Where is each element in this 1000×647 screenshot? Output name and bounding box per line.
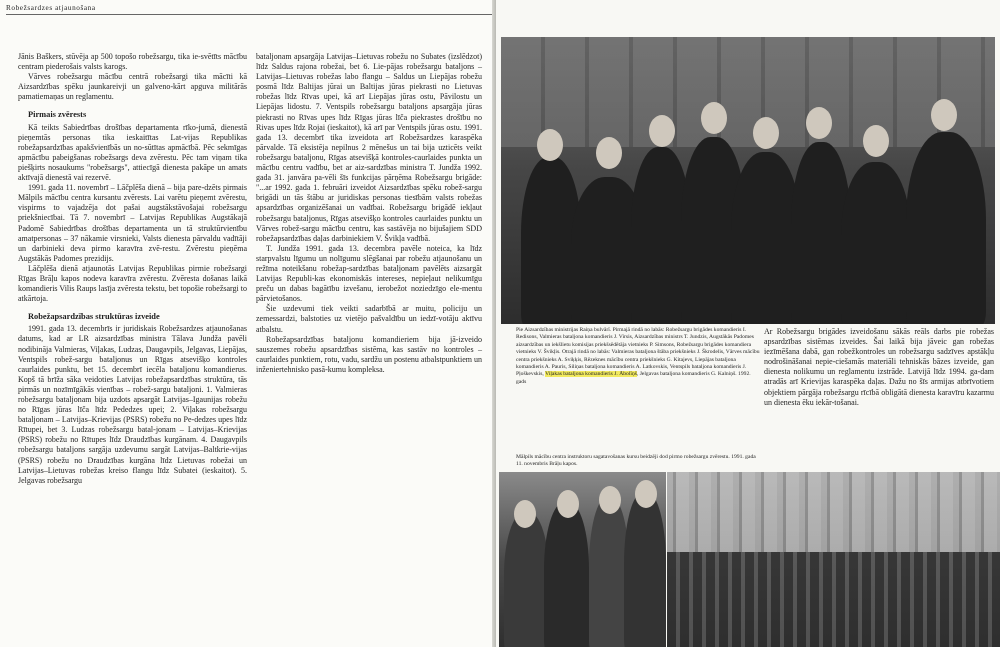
paragraph: T. Jundža 1991. gada 13. decembra pavēle noteica, ka līdz starpvalstu līgumu un nolīgumu slēgšanai par robežu atjaunošanu un režīma noteikšanu robežap-sardzības bataljonam pavēlēts aizsargāt Latvijas Republi-kas ekonomiskās intereses, nepieļaut nelikumīgu preču un dabas bagātību izvešanu, ierobežot noziedzīgo ele-mentu pārvietošanos. xyxy=(256,243,482,304)
trees-background xyxy=(667,472,1000,552)
face xyxy=(863,125,889,157)
face xyxy=(557,490,579,518)
header-rule xyxy=(6,14,492,15)
face xyxy=(649,115,675,147)
building-facade xyxy=(501,37,995,147)
rows-of-soldiers xyxy=(667,552,1000,647)
text-column-2 xyxy=(256,52,482,375)
paragraph: 1991. gada 13. decembrīs ir juridiskais Robežsardzes atjaunošanas datums, kad ar LR aizsardzības ministra Tālava Jundža pavēli nodibināja Valmieras, Viļakas, Ludzas, Daugavpils, Jelgavas, Liepājas, Ventspils robež-sargu bataljonus un Rīgas atsevišķo kontroles caurlaides punktu, bet 15. decembrī iecēla bataljonu komandierus. Kopš tā brīža sāka veidoties Latvijas robežapsardzības struktūra, tās pirmās un nozīmīgākās vienības – robež-sargu bataljoni. 1. Valmieras robežsargu bataljonam bija uzdots apsargāt Latvijas–Igaunijas robežu no Rīgas jūras līča līdz Pededzes upei; 2. Viļakas robežsargu bataljonam – Latvijas–Krievijas (PSRS) robežu no Pe-dedzes upes līdz Rītupei, bet 3. Ludzas robežsargu batal-jonam – Latvijas–Krievijas (PSRS) robežu no Rītupes līdz Draudzības kurgānam. 4. Daugavpils robežsargu bataljons sargāja uzdevumu sargāt Latvijas–Baltkrie-vijas (PSRS) robežu no Draudzības kurgāna līdz Lietuvas robežai un Latvijas–Lietuvas robežas kreiso flangu līdz Subatei (ieskaitot). 5. Jelgavas robežsargu xyxy=(18,324,247,485)
paragraph: Robežapsardzības bataljonu komandieriem bija jā-izveido sauszemes robežu apsardzības sistēma, kas sastāv no kontroles – caurlaides punktiem, rotu, vadu, sardžu un postenu atbalstpunktiem un inženiertehnisko pasā-kumu kompleksa. xyxy=(256,334,482,374)
caption-text: Pie Aizsardzības ministrijas Raiņa bulvārī. Pirmajā rindā no labās: Robežsargu brigādes komandieris I. Redisons, Valmieras bataljona komandieris J. Virsis, Aizsardzības ministrs T. Jundzis, Augstākās Padomes aizsardzības un iekšlietu komisijas priekšsēdētāja vietnieks P. Simsons, Robežsargu brigādes komandiera vietnieks V. Švikļis. Otrajā rindā no labās: Valmieras bataljona štāba priekšnieks J. Škrodelis, Vārves mācību centra priekšnieks A. Sviķķis, Rēzeknes mācību centra priekšnieks G. Kitajevs, Liepājas bataljona komandieris A. Pauris, Siliņas bataljona komandieris A. Latkovskis, Ventspils bataljona komandieris J. Pļoškevskis, xyxy=(516,327,760,378)
soldiers-closeup-photo xyxy=(499,472,666,647)
face xyxy=(931,99,957,131)
paragraph: bataljonam apsargāja Latvijas–Lietuvas robežu no Subates (izslēdzot) līdz Saldus rajona robežai, bet 6. Lie-pājas robežsargu bataljons – Latvijas–Lietuvas robežas labo flangu – Saldus un Liepājas robežu posmā līdz Baltijas jūrai un Baltijas jūras piekrasti no Lietuvas robežas līdz Rīvas upei, kā arī Liepājas jūras ostu, Pāvilostu un Liepājas lidostu. 7. Ventspils robežsargu bataljons apsargāja jūras piekrasti no Rīvas upes līdz Rīgas jūras līča piekrastes drošību no Rivas upes līdz Rojai (ieskaitot), kā arī par Ventspils jūras ostu. 1991. gada 13. decembrī tika izveidota arī Robežsardzes karaspēka pārvalde. Tā eksistēja nepilnus 2 mēnešus un tai bija uzticēts veikt robežsargu bataljonu, Rīgas atsevišķā kontroles-caurlaides punkta un mācību centru vadību, bet ar aiz-sardzības ministra T. Jundža 1992. gada 31. janvāra pa-vēli šīs funkcijas pārņēma Robežsargu brigāde: "...ar 1992. gada 1. februāri izveidot Aizsardzības spēku robež-sargu brigādi un tās štābu ar juridiskas personas tiesībām valsts robežas apsardzības organizēšanai un vadībai. Robežsargu brigādē iekļaut robežsargu bataljonus, Rīgas atsevišķo kontroles caurlaides punktu un Vārves robež-sargu mācību centru, kas sastāvēja no bijušajiem SDD robežapsardzības daļas darbiniekiem V. Švikļa vadībā. xyxy=(256,52,482,243)
face xyxy=(537,129,563,161)
section-heading: Robežapsardzības struktūras izveide xyxy=(28,312,160,322)
oath-ceremony-photo xyxy=(667,472,1000,647)
section-heading: Pirmais zvērests xyxy=(28,110,87,120)
face xyxy=(514,500,536,528)
highlighted-caption-text: Viļakas bataljona komandieris J. Ābolīņš xyxy=(545,371,637,378)
paragraph: Kā teikts Sabiedrības drošības departamenta rīko-jumā, dienestā pieņemtās personas tika ieskaitītas Lat-vijas Republikas robežapsardzības apakšvienībās un no-sūtītas apmācībā. Pēc sekmīgas apmācību pabeigšanas robežsargs deva zvērestu. Pēc tam viņam tika piešķirts nosaukums "robežsargs", attiecīgā dienesta pakāpe un amats aktīvajā dienestā vai rezervē. xyxy=(18,122,247,183)
person-figure xyxy=(544,502,589,647)
caption-text: , Jelgavas bataljona komandieris G. Kalniņš. 1992. gads xyxy=(516,371,751,385)
paragraph: Lāčplēša dienā atjaunotās Latvijas Republikas pirmie robežsargi Rīgas Brāļu kapos nodeva karavīra zvērestu. Zvēresta došanas laikā komandieris Vilis Raups lasīja zvēresta tekstu, bet topošie robežsargi to atkārtoja. xyxy=(18,263,247,304)
face xyxy=(596,137,622,169)
face xyxy=(635,480,657,508)
left-page xyxy=(0,0,496,647)
paragraph: Vārves robežsargu mācību centrā robežsargi tika mācīti kā Aizsardzības spēku jaunkareivji un galveno-kārt apguva militārās pamatiemaņas un reglamentu. xyxy=(18,72,247,102)
person-figure xyxy=(624,492,666,647)
photo-caption-top xyxy=(516,327,761,386)
person-figure xyxy=(906,132,986,324)
face xyxy=(806,107,832,139)
paragraph: Ar Robežsargu brigādes izveidošanu sākās reāls darbs pie robežas apsardzības sistēmas izveides. Šai laikā bija jāveic gan robežas iezīmēšana dabā, gan robežkontroles un robežsargu sadzīves apstākļu nodrošināšanai nepie-ciešamās materiāli tehniskās bāzes izveide, gan dienesta nolikumu un reglamentu izstrāde. Latvijā līdz 1994. ga-dam atradās arī Krievijas karaspēka daļas. Dažu no šīs armijas atbrīvotiem objektiem pārgāja robežsargu rīcībā obligātā dienesta karavīru kazarmu un dienesta ēku iekār-tošanai. xyxy=(764,327,994,407)
person-figure xyxy=(841,162,911,324)
group-of-officials-photo xyxy=(501,37,995,324)
paragraph: 1991. gada 11. novembrī – Lāčplēša dienā – bija pare-dzēts pirmais Mālpils mācību centra kursantu zvērests. Lai varētu pieņemt zvērestu, vispirms to vajadzēja dot pašai augstākstāvošajai robežsargu priekšniecībai. Tā 7. novembrī – Latvijas Republikas Augstākajā Padomē Sabiedrības drošības departamenta un tā struktūrvienību amatpersonas – 37 nākamie virsnieki, Valsts dienesta pārvaldu vadītāji un darbinieki deva pirmo karavīra zvē-restu. Zvērestu pieņēma Augstākās Padomes prezidijs. xyxy=(18,183,247,263)
text-column-3 xyxy=(764,327,994,408)
face xyxy=(599,486,621,514)
person-figure xyxy=(504,512,549,647)
person-figure xyxy=(589,497,629,647)
running-head: Robežsardzes atjaunošana xyxy=(6,4,96,12)
face xyxy=(701,102,727,134)
paragraph: Jānis Baškers, stūvēja ap 500 topošo robežsargu, tika ie-svētīts mācību centram piederošais valsts karogs. xyxy=(18,52,247,72)
face xyxy=(753,117,779,149)
text-column-1 xyxy=(18,52,247,486)
paragraph: Šie uzdevumi tiek veikti sadarbībā ar muitu, policiju un zemessardzi, balstoties uz vietējo pašvaldību un iedzī-votāju aktīvu atbalstu. xyxy=(256,304,482,334)
photo-caption-bottom: Mālpils mācību centra instruktoru sagatavošanas kursu beidzēji dod pirmo robežsargu zvērestu. 1991. gada 11. novembris Brāļu kapos. xyxy=(516,454,756,468)
